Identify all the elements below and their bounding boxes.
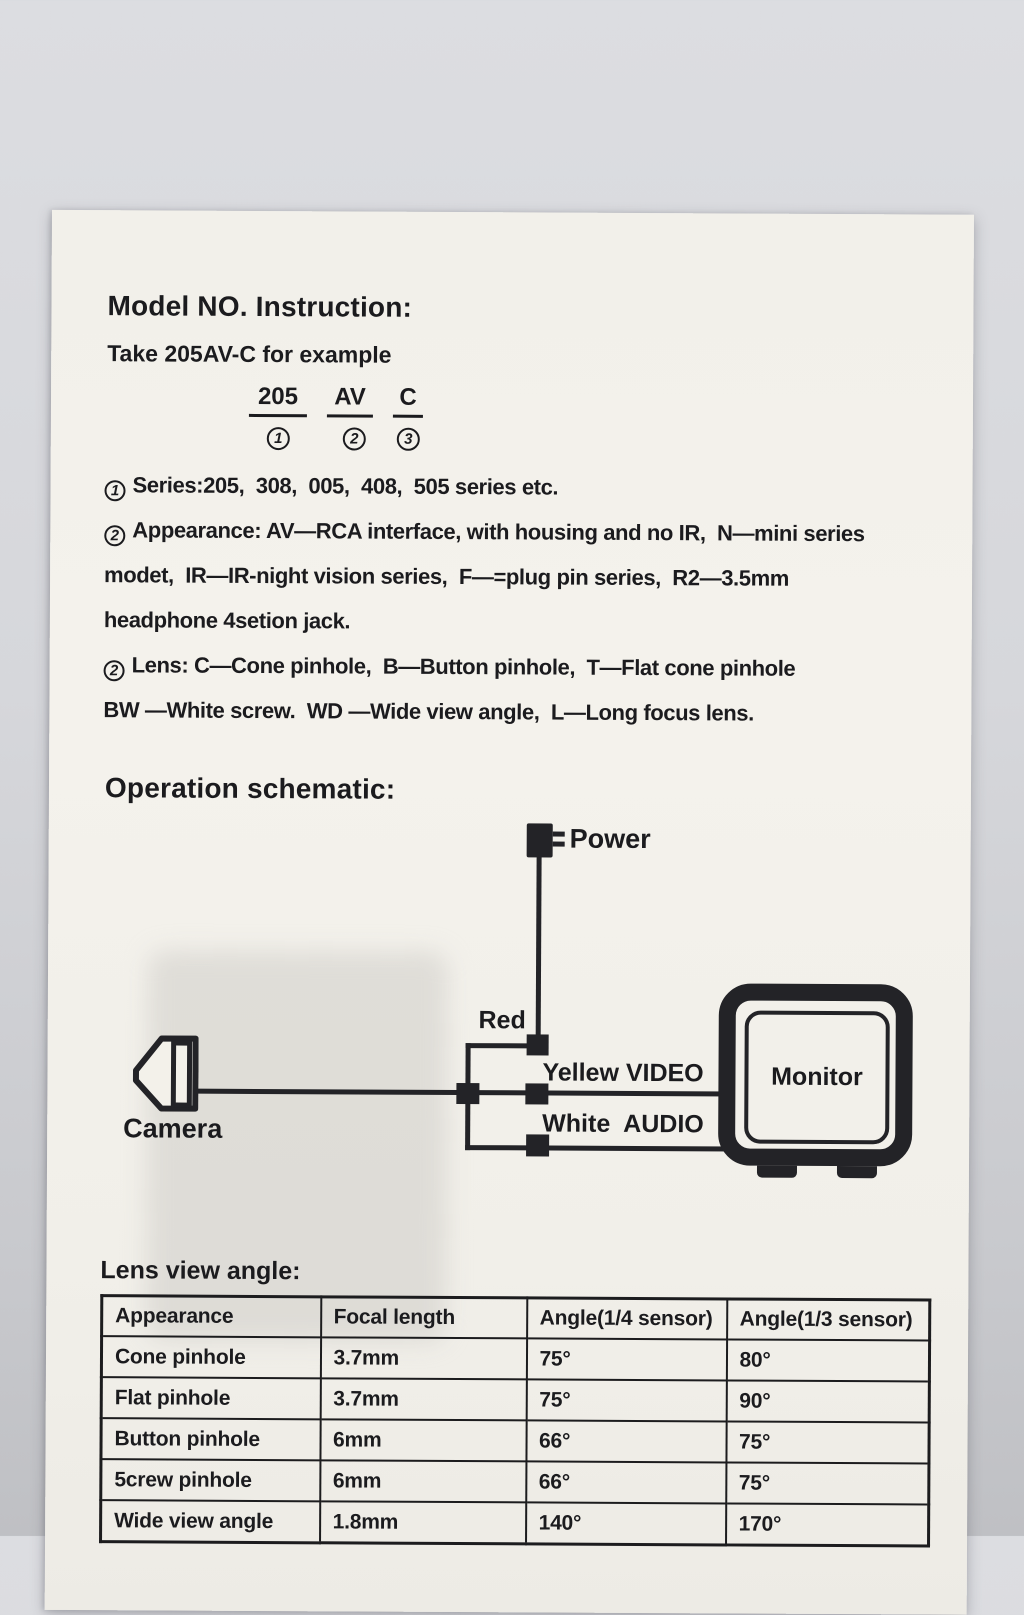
video-wire-label: Yellew VIDEO — [542, 1058, 704, 1088]
cell-angle-quarter: 140° — [526, 1502, 726, 1545]
lens-angle-table — [99, 1294, 931, 1547]
monitor-screen — [744, 1011, 890, 1145]
cell-focal-length: 3.7mm — [320, 1337, 526, 1379]
schematic-title: Operation schematic: — [104, 772, 396, 805]
table-header-row — [102, 1296, 930, 1341]
cell-appearance: Wide view angle — [101, 1500, 320, 1543]
audio-branch-wire — [465, 1102, 470, 1150]
cell-focal-length: 6mm — [320, 1419, 526, 1461]
model-code-lens: C — [393, 384, 423, 418]
cell-angle-quarter: 66° — [526, 1461, 726, 1503]
circled-number-icon: 2 — [343, 427, 366, 450]
cell-angle-third: 80° — [726, 1339, 929, 1381]
circled-number-icon: 1 — [104, 480, 125, 501]
instruction-line-text: headphone 4setion jack. — [103, 607, 351, 634]
power-plug-prong-icon — [553, 832, 565, 837]
col-header-angle-third-sensor: Angle(1/3 sensor) — [727, 1299, 930, 1341]
monitor-foot-icon — [757, 1166, 797, 1178]
table-row — [101, 1377, 929, 1422]
instruction-line-text: Appearance: AV—RCA interface, with housing and no IR, N—mini series — [132, 517, 865, 547]
circled-number-icon: 2 — [104, 525, 125, 546]
cell-focal-length: 1.8mm — [320, 1501, 526, 1544]
monitor-foot-icon — [837, 1166, 877, 1178]
power-cable-wire — [536, 856, 542, 1038]
cable-junction-icon — [456, 1083, 479, 1104]
cell-angle-quarter: 75° — [526, 1338, 726, 1380]
instruction-line-text: Series:205, 308, 005, 408, 505 series etc. — [132, 472, 559, 500]
cell-appearance: 5crew pinhole — [101, 1459, 320, 1501]
cell-appearance: Flat pinhole — [101, 1377, 320, 1419]
cell-angle-quarter: 66° — [526, 1420, 726, 1462]
audio-wire-label: White AUDIO — [542, 1109, 704, 1139]
circled-number-icon: 1 — [267, 427, 290, 450]
instruction-line-text: modet, IR—IR-night vision series, F—=plug pin series, R2—3.5mm — [104, 562, 790, 591]
cell-appearance: Cone pinhole — [101, 1336, 320, 1378]
cell-angle-quarter: 75° — [526, 1379, 726, 1421]
model-code-series: 205 — [249, 383, 307, 417]
camera-label: Camera — [123, 1113, 223, 1144]
audio-cable-wire — [465, 1145, 732, 1151]
cell-appearance: Button pinhole — [101, 1418, 320, 1460]
power-plug-prong-icon — [553, 842, 565, 847]
circled-number-icon: 2 — [104, 660, 125, 681]
table-row — [101, 1336, 929, 1381]
col-header-angle-quarter-sensor: Angle(1/4 sensor) — [527, 1298, 727, 1340]
monitor-label: Monitor — [771, 1062, 863, 1092]
instruction-line-text: BW —White screw. WD —Wide view angle, L—Long focus lens. — [103, 697, 754, 726]
cell-angle-third: 90° — [726, 1380, 929, 1422]
instruction-line-text: Lens: C—Cone pinhole, B—Button pinhole, T—Flat cone pinhole — [131, 652, 796, 681]
red-rca-connector-icon — [527, 1034, 549, 1055]
red-wire-label: Red — [478, 1006, 526, 1035]
video-cable-wire — [477, 1090, 732, 1096]
cell-angle-third: 75° — [726, 1462, 929, 1504]
lens-table-title: Lens view angle: — [100, 1256, 301, 1286]
cell-focal-length: 3.7mm — [320, 1378, 526, 1420]
table-row — [101, 1459, 929, 1504]
circled-number-icon: 3 — [397, 428, 420, 451]
instruction-sheet — [45, 210, 974, 1615]
cell-focal-length: 6mm — [320, 1460, 526, 1502]
page-title: Model NO. Instruction: — [107, 290, 413, 323]
camera-icon — [132, 1034, 198, 1112]
red-branch-wire — [466, 1043, 529, 1048]
power-plug-icon — [527, 823, 553, 857]
cell-angle-third: 75° — [726, 1421, 929, 1463]
table-row — [101, 1418, 929, 1463]
col-header-focal-length: Focal length — [321, 1297, 527, 1339]
model-code-appearance: AV — [327, 383, 373, 417]
red-branch-wire — [465, 1043, 470, 1088]
table-row — [101, 1500, 929, 1546]
power-label: Power — [569, 823, 651, 855]
cell-angle-third: 170° — [726, 1503, 929, 1546]
col-header-appearance: Appearance — [102, 1296, 321, 1338]
page-subtitle: Take 205AV-C for example — [107, 340, 392, 368]
